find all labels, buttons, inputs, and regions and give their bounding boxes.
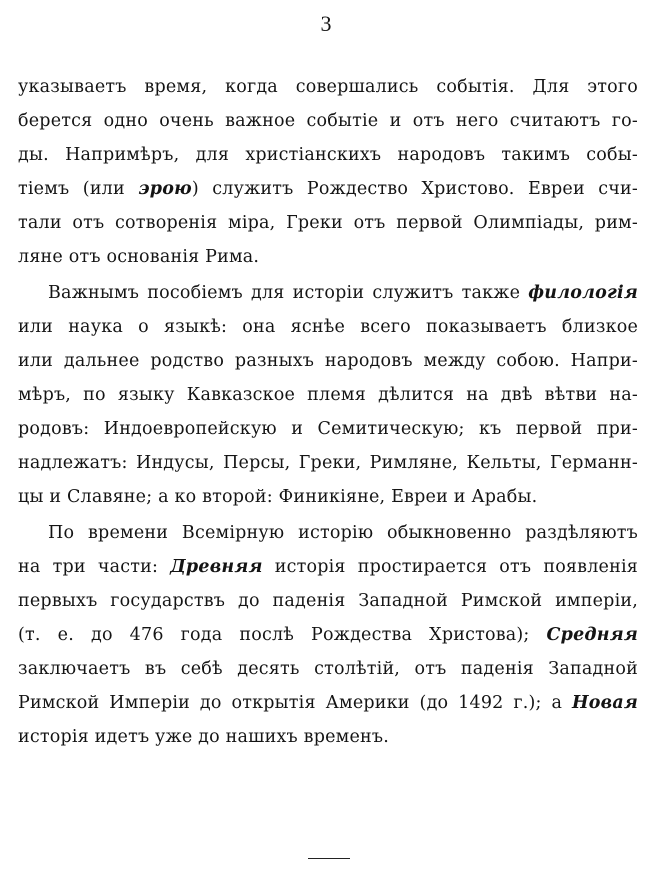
text-line: [18, 686, 638, 720]
text-segment: указываетъ время, когда совершались событія. Для этого: [18, 77, 638, 97]
text-segment: исторія простирается отъ появленія: [262, 557, 638, 577]
text-line: [18, 138, 638, 172]
paragraph-first-line: [48, 516, 638, 550]
text-line: [18, 104, 638, 138]
text-segment: заключаетъ въ себѣ десять столѣтій, отъ паденія Западной: [18, 659, 638, 679]
text-segment: Римской Имперіи до открытія Америки (до 1492 г.); а: [18, 693, 573, 713]
text-line: [18, 652, 638, 686]
text-line: [18, 70, 638, 104]
text-segment: надлежатъ: Индусы, Персы, Греки, Римляне, Кельты, Германн-: [18, 453, 638, 473]
emphasized-term: Новая: [572, 693, 638, 713]
text-line: [18, 310, 638, 344]
text-segment: тали отъ сотворенія міра, Греки отъ первой Олимпіады, рим-: [18, 213, 638, 233]
text-segment: на три части:: [18, 557, 171, 577]
text-line: [18, 172, 638, 206]
text-segment: мѣръ, по языку Кавказское племя дѣлится на двѣ вѣтви на-: [18, 385, 638, 405]
text-line: [18, 344, 638, 378]
text-segment: или наука о языкѣ: она яснѣе всего показываетъ близкое: [18, 317, 638, 337]
emphasized-term: филологія: [528, 283, 638, 303]
text-segment: Важнымъ пособіемъ для исторіи служитъ также: [48, 283, 529, 303]
text-segment: цы и Славяне; а ко второй: Финикіяне, Евреи и Арабы.: [18, 487, 538, 507]
page-number: 3: [320, 11, 332, 36]
text-line: [18, 618, 638, 652]
emphasized-term: Средняя: [546, 625, 638, 645]
text-line: [18, 378, 638, 412]
text-segment: или дальнее родство разныхъ народовъ между собою. Напри-: [18, 351, 638, 371]
text-segment: родовъ: Индоевропейскую и Семитическую; къ первой при-: [18, 419, 638, 439]
text-line: [18, 584, 638, 618]
text-line: [18, 446, 638, 480]
text-line: [18, 412, 638, 446]
text-segment: ды. Напримѣръ, для христіанскихъ народовъ такимъ собы-: [18, 145, 638, 165]
paragraph-first-line: [48, 276, 638, 310]
text-line: [18, 240, 638, 274]
text-segment: берется одно очень важное событіе и отъ него считаютъ го-: [18, 111, 638, 131]
emphasized-term: Древняя: [170, 557, 263, 577]
footer-rule: [308, 858, 350, 859]
text-segment: тіемъ (или: [18, 179, 139, 199]
text-segment: ) служитъ Рождество Христово. Евреи счи-: [191, 179, 638, 199]
emphasized-term: эрою: [138, 179, 192, 199]
text-line: [18, 480, 638, 514]
text-segment: По времени Всемірную исторію обыкновенно раздѣляютъ: [48, 523, 638, 543]
text-line: [18, 720, 638, 754]
text-line: [18, 550, 638, 584]
text-segment: ляне отъ основанія Рима.: [18, 247, 260, 267]
text-segment: исторія идетъ уже до нашихъ временъ.: [18, 727, 389, 747]
text-line: [18, 206, 638, 240]
text-segment: первыхъ государствъ до паденія Западной Римской имперіи,: [18, 591, 638, 611]
text-segment: (т. е. до 476 года послѣ Рождества Христова);: [18, 625, 547, 645]
